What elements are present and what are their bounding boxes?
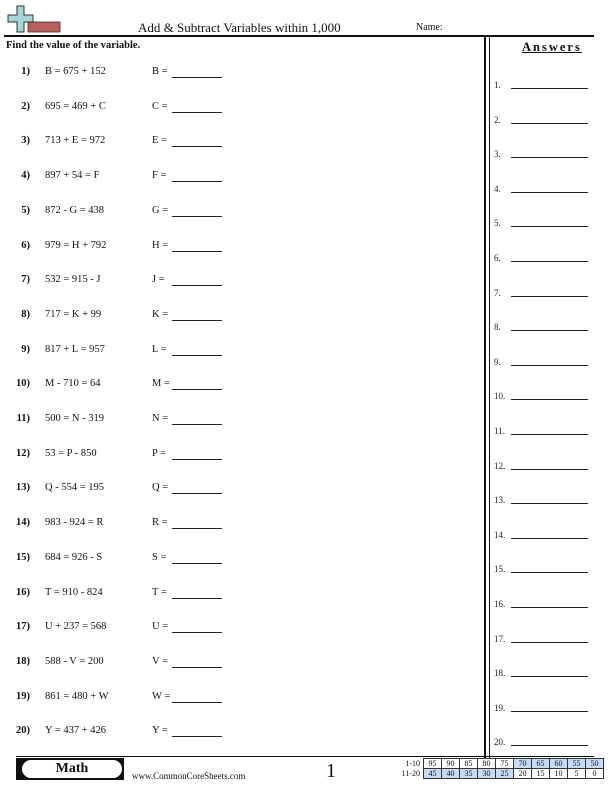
- score-cell: 90: [442, 759, 460, 769]
- answer-key-blank[interactable]: [511, 503, 588, 504]
- problem-equation: 717 = K + 99: [45, 308, 102, 320]
- problem-row: [0, 517, 240, 533]
- answer-blank[interactable]: [172, 598, 222, 599]
- answer-blank[interactable]: [172, 112, 222, 113]
- answer-blank[interactable]: [172, 702, 222, 703]
- answer-key-blank[interactable]: [511, 745, 588, 746]
- answer-label: U =: [152, 621, 169, 633]
- answer-key-row: [494, 322, 594, 336]
- problem-number: 15): [16, 551, 30, 563]
- problem-row: [0, 274, 240, 290]
- score-cell: 40: [442, 769, 460, 779]
- answer-key-blank[interactable]: [511, 296, 588, 297]
- answer-key-number: 5.: [494, 218, 501, 229]
- answer-blank[interactable]: [172, 528, 222, 529]
- answer-key-number: 17.: [494, 633, 506, 644]
- problem-equation: 713 + E = 972: [45, 135, 106, 147]
- problem-row: [0, 448, 240, 464]
- answer-key-blank[interactable]: [511, 572, 588, 573]
- answer-blank[interactable]: [172, 251, 222, 252]
- problem-equation: 872 - G = 438: [45, 204, 105, 216]
- answer-label: L =: [152, 343, 167, 355]
- problem-row: [0, 66, 240, 82]
- problem-equation: B = 675 + 152: [45, 66, 106, 77]
- answer-key-number: 13.: [494, 495, 506, 506]
- answer-key-blank[interactable]: [511, 399, 588, 400]
- score-row-label: 1-10: [405, 759, 420, 768]
- problem-equation: 500 = N - 319: [45, 413, 105, 424]
- column-divider-inner: [489, 36, 490, 758]
- answer-key-number: 14.: [494, 529, 506, 540]
- score-cell: 20: [514, 769, 532, 779]
- problem-row: [0, 413, 240, 429]
- answer-key-number: 12.: [494, 460, 506, 471]
- answer-key-number: 18.: [494, 668, 506, 679]
- problem-row: [0, 587, 240, 603]
- problem-equation: 861 = 480 + W: [45, 690, 109, 702]
- answer-key-row: [494, 357, 594, 371]
- score-table: [392, 758, 604, 779]
- answer-key-blank[interactable]: [511, 469, 588, 470]
- problem-number: 11): [16, 413, 30, 424]
- answer-key-row: [494, 391, 594, 405]
- problem-row: [0, 691, 240, 707]
- answer-label: M =: [152, 378, 170, 390]
- answer-blank[interactable]: [172, 320, 222, 321]
- answer-key-row: [494, 288, 594, 302]
- problem-number: 13): [16, 482, 30, 494]
- problem-number: 2): [21, 100, 30, 112]
- problem-row: [0, 344, 240, 360]
- answer-key-row: [494, 149, 594, 163]
- answer-key-number: 20.: [494, 737, 506, 748]
- answer-label: H =: [152, 239, 169, 251]
- answer-key-row: [494, 115, 594, 129]
- worksheet-title: Add & Subtract Variables within 1,000: [138, 20, 341, 35]
- answer-key-blank[interactable]: [511, 711, 588, 712]
- problem-row: [0, 552, 240, 568]
- problem-number: 16): [16, 586, 30, 598]
- problem-number: 7): [21, 274, 30, 286]
- problem-equation: 532 = 915 - J: [45, 274, 101, 286]
- answer-label: T =: [152, 586, 167, 598]
- problem-number: 12): [16, 447, 30, 459]
- problem-equation: 53 = P - 850: [45, 447, 97, 459]
- score-cell: 65: [532, 759, 550, 769]
- score-row-1-10: [392, 759, 604, 769]
- problem-row: [0, 725, 240, 741]
- answers-heading: Answers: [522, 40, 582, 54]
- score-cell: 50: [586, 759, 604, 769]
- answer-key-blank[interactable]: [511, 157, 588, 158]
- problem-number: 19): [16, 690, 30, 702]
- problem-number: 10): [16, 378, 30, 390]
- answer-key-row: [494, 80, 594, 94]
- answer-label: Y =: [152, 725, 168, 737]
- problem-row: [0, 482, 240, 498]
- answer-blank[interactable]: [172, 77, 222, 78]
- problem-number: 14): [16, 517, 30, 529]
- answer-key-number: 8.: [494, 322, 501, 333]
- answer-blank[interactable]: [172, 355, 222, 356]
- answer-key-blank[interactable]: [511, 642, 588, 643]
- problem-number: 8): [21, 308, 30, 320]
- answer-blank[interactable]: [172, 493, 222, 494]
- answer-key-row: [494, 530, 594, 544]
- answer-key-number: 3.: [494, 149, 501, 160]
- problem-equation: 684 = 926 - S: [45, 551, 103, 563]
- answer-key-number: 9.: [494, 356, 501, 367]
- answer-label: F =: [152, 170, 167, 182]
- plus-minus-logo-icon: [4, 4, 64, 34]
- problem-row: [0, 101, 240, 117]
- score-cell: 95: [424, 759, 442, 769]
- score-cell: 75: [496, 759, 514, 769]
- answer-key-blank[interactable]: [511, 607, 588, 608]
- problem-row: [0, 240, 240, 256]
- score-cell: 55: [568, 759, 586, 769]
- problem-number: 20): [16, 725, 30, 737]
- answer-blank[interactable]: [172, 389, 222, 390]
- problem-row: [0, 135, 240, 151]
- score-row-11-20: [392, 769, 604, 779]
- answer-key-row: [494, 634, 594, 648]
- answer-key-blank[interactable]: [511, 88, 588, 89]
- answer-blank[interactable]: [172, 632, 222, 633]
- answer-key-number: 7.: [494, 287, 501, 298]
- answer-key-row: [494, 599, 594, 613]
- answer-blank[interactable]: [172, 736, 222, 737]
- answer-key-number: 6.: [494, 253, 501, 263]
- problem-row: [0, 656, 240, 672]
- answer-key-blank[interactable]: [511, 538, 588, 539]
- score-cell: 30: [478, 769, 496, 779]
- answer-key-blank[interactable]: [511, 434, 588, 435]
- answer-key-number: 19.: [494, 702, 506, 713]
- answer-key-row: [494, 426, 594, 440]
- problem-number: 18): [16, 655, 30, 667]
- answer-key-row: [494, 184, 594, 198]
- score-cell: 45: [424, 769, 442, 779]
- problem-equation: Q - 554 = 195: [45, 482, 105, 494]
- answer-label: S =: [152, 551, 167, 563]
- problem-number: 17): [16, 621, 30, 633]
- answer-key-blank[interactable]: [511, 676, 588, 677]
- problem-equation: M - 710 = 64: [45, 378, 101, 390]
- answer-key-number: 16.: [494, 599, 506, 609]
- problem-equation: 979 = H + 792: [45, 239, 107, 251]
- answer-label: V =: [152, 655, 168, 667]
- problem-equation: 983 - 924 = R: [45, 517, 104, 529]
- answer-key-row: [494, 495, 594, 509]
- answer-key-row: [494, 737, 594, 751]
- name-label: Name:: [416, 22, 443, 33]
- score-cell: 5: [568, 769, 586, 779]
- problem-row: [0, 309, 240, 325]
- answer-blank[interactable]: [172, 459, 222, 460]
- answer-key-blank[interactable]: [511, 192, 588, 193]
- answer-blank[interactable]: [172, 667, 222, 668]
- answer-key-number: 10.: [494, 391, 506, 402]
- score-cell: 15: [532, 769, 550, 779]
- answer-blank[interactable]: [172, 181, 222, 182]
- problem-equation: 897 + 54 = F: [45, 170, 100, 182]
- answer-key-number: 11.: [494, 426, 505, 436]
- answer-key-blank[interactable]: [511, 365, 588, 366]
- math-badge-label: Math: [22, 760, 122, 778]
- answer-key-row: [494, 461, 594, 475]
- answer-key-number: 2.: [494, 114, 501, 125]
- problem-number: 1): [21, 66, 30, 77]
- score-cell: 80: [478, 759, 496, 769]
- problem-number: 9): [21, 343, 30, 355]
- answer-key-blank[interactable]: [511, 261, 588, 262]
- answer-blank[interactable]: [172, 216, 222, 217]
- score-cell: 70: [514, 759, 532, 769]
- answer-label: R =: [152, 517, 168, 529]
- problem-number: 6): [21, 239, 30, 251]
- score-cell: 0: [586, 769, 604, 779]
- problem-number: 4): [21, 170, 30, 182]
- problem-number: 5): [21, 204, 30, 216]
- problem-equation: 588 - V = 200: [45, 655, 104, 667]
- score-cell: 60: [550, 759, 568, 769]
- score-cell: 25: [496, 769, 514, 779]
- answer-label: P =: [152, 447, 166, 459]
- instructions: Find the value of the variable.: [6, 40, 141, 51]
- answer-key-number: 1.: [494, 80, 501, 90]
- answer-key-row: [494, 253, 594, 267]
- page-number: 1: [326, 760, 336, 782]
- answer-key-row: [494, 218, 594, 232]
- answer-key-row: [494, 564, 594, 578]
- answer-key-number: 4.: [494, 183, 501, 194]
- score-cell: 85: [460, 759, 478, 769]
- score-cell: 35: [460, 769, 478, 779]
- problem-equation: U + 237 = 568: [45, 621, 107, 633]
- answer-label: B =: [152, 66, 168, 77]
- answer-key-number: 15.: [494, 564, 506, 575]
- answer-blank[interactable]: [172, 146, 222, 147]
- answer-key-blank[interactable]: [511, 330, 588, 331]
- problem-number: 3): [21, 135, 30, 147]
- answer-key-blank[interactable]: [511, 123, 588, 124]
- answer-blank[interactable]: [172, 563, 222, 564]
- answer-label: C =: [152, 100, 168, 112]
- answer-label: N =: [152, 413, 169, 424]
- column-divider: [484, 36, 486, 758]
- answer-label: G =: [152, 204, 169, 216]
- problem-row: [0, 205, 240, 221]
- problem-row: [0, 621, 240, 637]
- header-divider: [4, 35, 594, 37]
- answer-blank[interactable]: [172, 424, 222, 425]
- problem-equation: 695 = 469 + C: [45, 100, 106, 112]
- answer-label: W =: [152, 690, 171, 702]
- answer-key-blank[interactable]: [511, 226, 588, 227]
- answer-key-row: [494, 668, 594, 682]
- problem-row: [0, 378, 240, 394]
- problem-row: [0, 170, 240, 186]
- answer-label: Q =: [152, 482, 169, 494]
- footer-divider: [16, 756, 594, 757]
- answer-blank[interactable]: [172, 285, 222, 286]
- answer-key-row: [494, 703, 594, 717]
- score-row-label: 11-20: [401, 769, 420, 778]
- answer-label: K =: [152, 308, 169, 320]
- score-cell: 10: [550, 769, 568, 779]
- problem-equation: Y = 437 + 426: [45, 725, 107, 737]
- problem-equation: T = 910 - 824: [45, 586, 103, 598]
- answer-label: E =: [152, 135, 167, 147]
- answer-label: J =: [152, 274, 165, 286]
- problem-equation: 817 + L = 957: [45, 343, 105, 355]
- site-link[interactable]: www.CommonCoreSheets.com: [132, 771, 246, 781]
